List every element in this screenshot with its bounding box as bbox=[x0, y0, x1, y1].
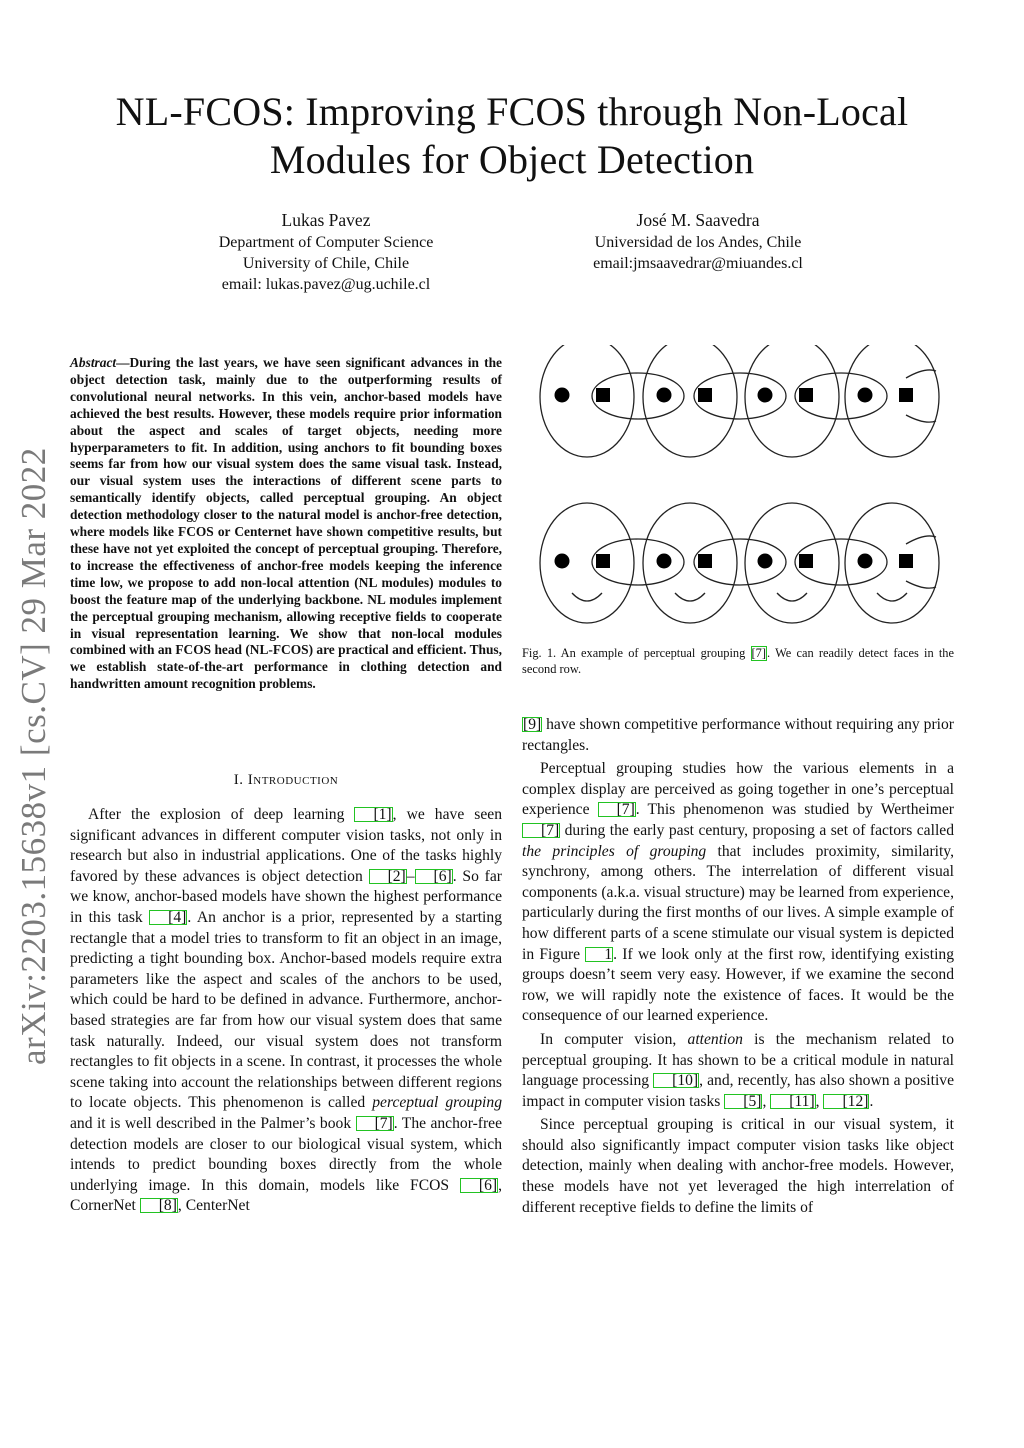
author-email[interactable]: email: lukas.pavez@ug.uchile.cl bbox=[221, 276, 431, 293]
square-mark bbox=[596, 388, 610, 402]
smile-mark bbox=[572, 593, 602, 601]
link-ellipse-partial bbox=[906, 370, 936, 378]
author-department: Department of Computer Science bbox=[218, 234, 434, 251]
abstract bbox=[70, 355, 502, 693]
citation-link[interactable]: [7] bbox=[751, 646, 766, 660]
square-mark bbox=[799, 554, 813, 568]
author-name: José M. Saavedra bbox=[636, 210, 760, 230]
title-line-1: NL-FCOS: Improving FCOS through Non-Local bbox=[115, 89, 909, 134]
citation-link[interactable]: [2] bbox=[369, 869, 407, 884]
citation-link[interactable]: [12] bbox=[823, 1094, 869, 1109]
square-mark bbox=[698, 388, 712, 402]
dot-mark bbox=[758, 554, 773, 569]
figure-row-2 bbox=[540, 503, 939, 623]
paper-title bbox=[60, 88, 964, 184]
right-column-body bbox=[522, 715, 954, 1218]
square-mark bbox=[899, 554, 913, 568]
square-mark bbox=[698, 554, 712, 568]
square-mark bbox=[596, 554, 610, 568]
author-affiliation: Universidad de los Andes, Chile bbox=[594, 234, 802, 251]
left-column-body bbox=[70, 805, 502, 1217]
dot-mark bbox=[555, 388, 570, 403]
right-paragraph-2: Perceptual grouping studies how the various elements in a complex display are perceived as going together in one’s perceptual experience [7]. This phenomenon was studied by Wertheimer [7] during the early past century, proposing a set of factors called the principles of grouping that includes proximity, similarity, synchrony, among others. The interrelation of different visual components (a.k.a. visual structure) may be learned from experience, particularly during the first months of our lives. A simple example of how different parts of a scene stimulate our visual system is depicted in Figure 1. If we look only at the first row, identifying existing groups doesn’t seem very easy. However, if we examine the second row, we will rapidly note the existence of faces. It would be the consequence of our learned experience. bbox=[522, 760, 954, 1025]
right-paragraph-1: [9] have shown competitive performance without requiring any prior rectangles. bbox=[522, 716, 954, 754]
arxiv-stamp: arXiv:2203.15638v1 [cs.CV] 29 Mar 2022 bbox=[14, 447, 53, 1065]
citation-link[interactable]: [11] bbox=[770, 1094, 815, 1109]
dot-mark bbox=[858, 388, 873, 403]
title-line-2: Modules for Object Detection bbox=[269, 137, 755, 182]
link-ellipse-partial bbox=[906, 415, 936, 422]
face-outline bbox=[540, 503, 634, 623]
face-outline bbox=[540, 345, 634, 457]
figure-caption: Fig. 1. An example of perceptual grouping [7]. We can readily detect faces in the second row. bbox=[522, 646, 954, 676]
link-ellipse-partial bbox=[906, 536, 936, 544]
citation-link[interactable]: [10] bbox=[653, 1073, 699, 1088]
square-mark bbox=[899, 388, 913, 402]
smile-mark bbox=[777, 593, 807, 601]
figure-perceptual-grouping bbox=[530, 345, 950, 635]
citation-link[interactable]: [5] bbox=[724, 1094, 762, 1109]
dot-mark bbox=[758, 388, 773, 403]
dot-mark bbox=[657, 388, 672, 403]
link-ellipse-partial bbox=[906, 581, 936, 588]
figure-reference-link[interactable]: 1 bbox=[585, 947, 613, 962]
author-name: Lukas Pavez bbox=[281, 210, 371, 230]
author-email[interactable]: email:jmsaavedrar@miuandes.cl bbox=[593, 255, 803, 272]
citation-link[interactable]: [4] bbox=[149, 910, 187, 925]
citation-link[interactable]: [7] bbox=[356, 1116, 394, 1131]
author-affiliation: University of Chile, Chile bbox=[242, 255, 410, 272]
dot-mark bbox=[657, 554, 672, 569]
face-outline bbox=[745, 345, 839, 457]
citation-link[interactable]: [6] bbox=[415, 869, 453, 884]
citation-link[interactable]: [1] bbox=[354, 807, 392, 822]
citation-link[interactable]: [9] bbox=[523, 716, 542, 733]
right-paragraph-3: In computer vision, attention is the mechanism related to perceptual grouping. It has shown to be a critical module in natural language processing [10], and, recently, has also shown a positive impact in computer vision tasks [5], [11], [12]. bbox=[522, 1030, 954, 1110]
author-block-1 bbox=[170, 208, 482, 295]
abstract-text: —During the last years, we have seen significant advances in the object detection task, mainly due to the outperforming results of convolutional neural networks. In this vein, anchor-based models have achieved the best results. However, these models require prior information about the aspect and scales of target objects, needing more hyperparameters to fit. In addition, using anchors to fit bounding boxes seems far from how our visual system does the same visual task. Instead, our visual system uses the interactions of different scene parts to semantically identify objects, called perceptual grouping. An object detection methodology closer to the natural model is anchor-free detection, where models like FCOS or Centernet have shown competitive results, but these have not yet exploited the concept of perceptual grouping. Therefore, to increase the effectiveness of anchor-free models keeping the inference time low, we propose to add non-local attention (NL modules) modules to boost the feature map of the underlying backbone. NL modules implement the perceptual grouping mechanism, allowing receptive fields to cooperate in visual representation learning. We show that non-local modules combined with an FCOS head (NL-FCOS) are practical and efficient. Thus, we establish state-of-the-art performance in clothing detection and handwritten amount recognition problems. bbox=[70, 355, 502, 692]
figure-row-1 bbox=[540, 345, 939, 457]
dot-mark bbox=[858, 554, 873, 569]
smile-mark bbox=[877, 593, 907, 601]
section-heading-introduction: I. Introduction bbox=[233, 772, 339, 788]
citation-link[interactable]: [6] bbox=[460, 1178, 498, 1193]
face-outline bbox=[643, 345, 737, 457]
citation-link[interactable]: [7] bbox=[522, 823, 560, 838]
author-block-2 bbox=[548, 208, 848, 274]
smile-mark bbox=[675, 593, 705, 601]
citation-link[interactable]: [8] bbox=[140, 1198, 178, 1213]
intro-paragraph-1: After the explosion of deep learning [1], we have seen significant advances in different computer vision tasks, not only in research but also in industrial applications. One of the tasks highly favored by these advances is object detection [2]– [6]. So far we know, anchor-based models have shown the highest performance in this task [4]. An anchor is a prior, represented by a starting rectangle that a model tries to transform to fit an object in an image, predicting a tight bounding box. Anchor-based models require extra parameters like the aspect and scales of the anchors to be used, which could be hard to be defined in advance. Furthermore, anchor-based strategies are far from how our visual system does that same task naturally. Indeed, our visual system does not transform rectangles to fit objects in a scene. In contrast, it processes the whole scene taking into account the relationships between different regions to locate objects. This phenomenon is called perceptual grouping and it is well described in the Palmer’s book [7]. The anchor-free detection models are closer to our biological visual system, which intends to predict bounding boxes directly from the whole underlying image. In this domain, models like FCOS [6], CornerNet [8], CenterNet bbox=[70, 806, 503, 1215]
dot-mark bbox=[555, 554, 570, 569]
citation-link[interactable]: [7] bbox=[598, 802, 636, 817]
square-mark bbox=[799, 388, 813, 402]
right-paragraph-4: Since perceptual grouping is critical in our visual system, it should also significantly impact computer vision tasks like object detection, mainly when dealing with anchor-free models. However, these models have not yet leveraged the high interrelation of different receptive fields to define the limits of bbox=[522, 1116, 954, 1216]
face-outline bbox=[845, 345, 939, 457]
abstract-lead: Abstract bbox=[70, 355, 117, 370]
